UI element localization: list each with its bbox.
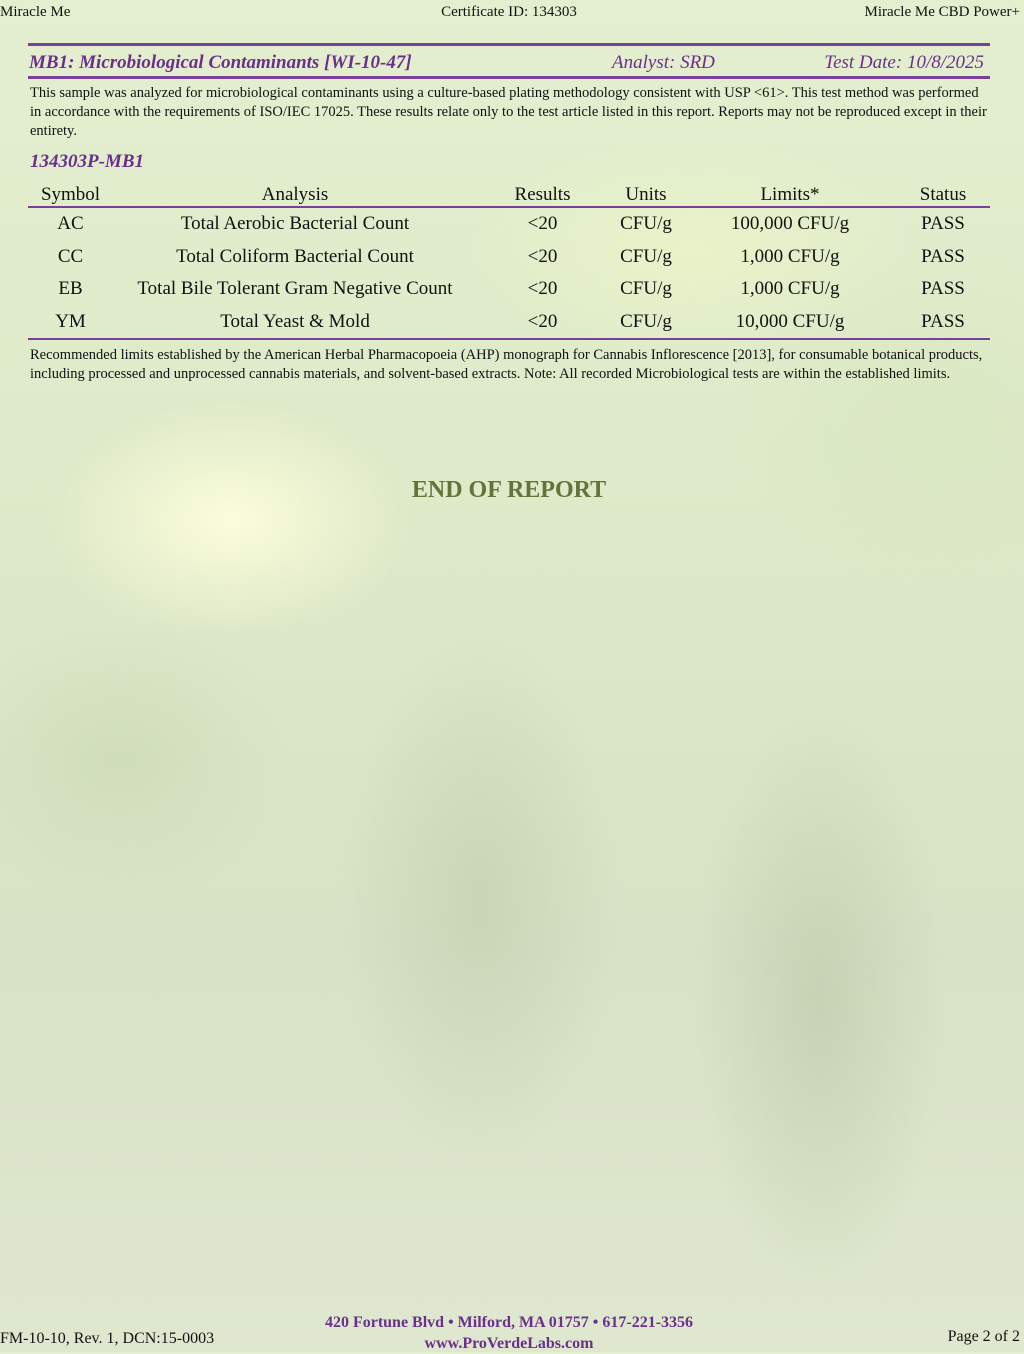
cell-status: PASS xyxy=(921,245,965,267)
cell-status: PASS xyxy=(921,278,965,300)
method-description: This sample was analyzed for microbiological contaminants using a culture-based plating methodology consistent with USP <61>. This test method was performed in accordance with the requirements of ISO/IEC 17025. These results relate only to the test article listed in this report. Reports may not be reproduced except in their entirety. xyxy=(30,85,987,139)
cell-units: CFU/g xyxy=(608,306,684,340)
footer-lab-contact xyxy=(0,1312,1018,1354)
cell-symbol: CC xyxy=(57,245,84,267)
footer-page-number: Page 2 of 2 xyxy=(947,1328,1020,1345)
cell-limit: 10,000 CFU/g xyxy=(684,306,896,340)
cell-result: <20 xyxy=(527,278,558,300)
cell-analysis: Total Bile Tolerant Gram Negative Count xyxy=(137,278,453,300)
cell-symbol: EB xyxy=(58,278,83,300)
cell-analysis: Total Coliform Bacterial Count xyxy=(176,245,414,267)
results-table xyxy=(28,182,990,340)
analyst-label: Analyst: SRD xyxy=(612,52,715,73)
table-row xyxy=(28,306,990,340)
table-row xyxy=(28,207,990,241)
header-product-name: Miracle Me CBD Power+ xyxy=(864,4,1020,20)
col-header-symbol: Symbol xyxy=(28,182,113,207)
cell-units: CFU/g xyxy=(620,278,672,300)
col-header-limits: Limits* xyxy=(684,182,896,207)
col-header-status: Status xyxy=(896,182,990,207)
col-header-results: Results xyxy=(477,182,608,207)
col-header-units: Units xyxy=(608,182,684,207)
section-header xyxy=(28,43,990,79)
cell-symbol: YM xyxy=(28,306,113,340)
col-header-analysis: Analysis xyxy=(113,182,477,207)
table-row xyxy=(28,273,990,306)
cell-status: PASS xyxy=(896,306,990,340)
header-certificate-id: Certificate ID: 134303 xyxy=(441,4,577,20)
cell-analysis: Total Yeast & Mold xyxy=(113,306,477,340)
test-date-label: Test Date: 10/8/2025 xyxy=(824,52,984,73)
table-row xyxy=(28,241,990,274)
cell-analysis: Total Aerobic Bacterial Count xyxy=(180,213,410,235)
cell-status: PASS xyxy=(921,213,965,235)
cell-limit: 100,000 CFU/g xyxy=(730,213,850,235)
footer-address: 420 Fortune Blvd • Milford, MA 01757 • 617-221-3356 xyxy=(324,1314,694,1331)
sample-id: 134303P-MB1 xyxy=(30,151,144,172)
cell-result: <20 xyxy=(527,245,558,267)
cell-units: CFU/g xyxy=(620,245,672,267)
cell-units: CFU/g xyxy=(620,213,672,235)
cell-result: <20 xyxy=(527,213,558,235)
footer-form-id: FM-10-10, Rev. 1, DCN:15-0003 xyxy=(0,1330,215,1347)
cell-limit: 1,000 CFU/g xyxy=(740,278,840,300)
limits-footnote: Recommended limits established by the American Herbal Pharmacopoeia (AHP) monograph for Cannabis Inflorescence [2013], for consumable botanical products, including processed and unprocessed cannabis materials, and solvent-based extracts. Note: All recorded Microbiological tests are within the established limits. xyxy=(30,347,983,382)
table-header-row xyxy=(28,182,990,207)
cell-limit: 1,000 CFU/g xyxy=(740,245,840,267)
running-header xyxy=(0,4,1024,24)
section-title: MB1: Microbiological Contaminants [WI-10-47] xyxy=(29,52,412,73)
cell-result: <20 xyxy=(477,306,608,340)
cell-symbol: AC xyxy=(57,213,84,235)
footer-website: www.ProVerdeLabs.com xyxy=(424,1335,594,1352)
header-client-name: Miracle Me xyxy=(0,4,71,20)
end-of-report: END OF REPORT xyxy=(411,477,607,503)
